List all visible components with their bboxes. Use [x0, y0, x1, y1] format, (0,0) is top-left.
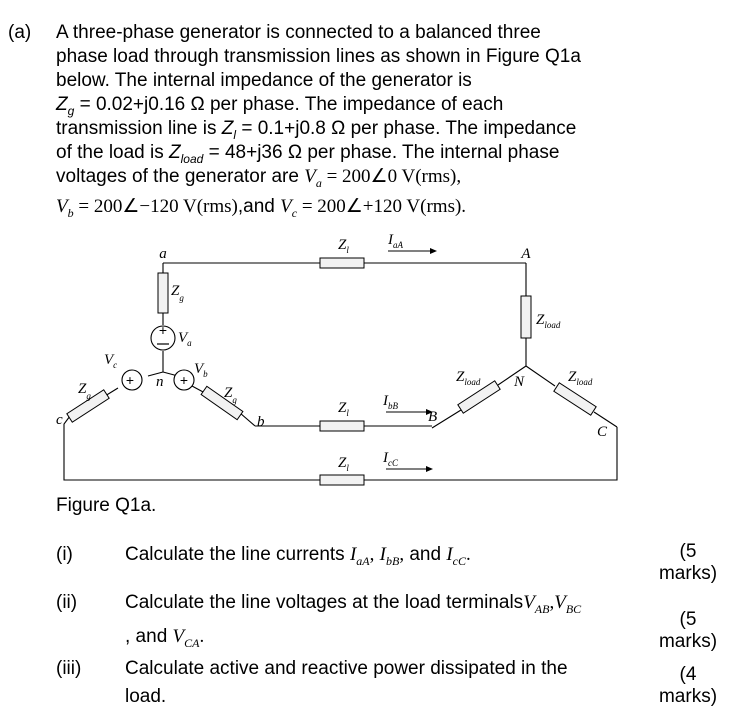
q1-marks-open: (5	[679, 541, 697, 562]
zload-sub: load	[180, 151, 204, 166]
zg-sub: g	[67, 103, 75, 118]
label-zl-a: $Z_l$	[338, 237, 349, 255]
vc-sub: c	[291, 205, 298, 220]
label-vc: $V_c$	[104, 352, 118, 370]
arrow-icC-icon	[426, 466, 433, 472]
va-value: = 200∠0 V(rms),	[321, 166, 462, 187]
vb-symbol: V	[56, 196, 68, 217]
label-vb: $V_b$	[194, 361, 208, 379]
q2-sub-ab: AB	[534, 601, 550, 616]
label-va: $V_a$	[178, 330, 192, 348]
q1-i-cC: I	[446, 544, 453, 565]
q1-comma-1: ,	[369, 544, 375, 565]
q2-sub-ca: CA	[184, 635, 200, 650]
q1-sub-aA: aA	[356, 553, 370, 568]
q2-sub-bc: BC	[565, 601, 582, 616]
question-2-text	[125, 591, 581, 621]
label-zl-c: $Z_l$	[338, 455, 349, 473]
label-zl-b: $Z_l$	[338, 400, 349, 418]
node-b: b	[257, 414, 265, 430]
zg-a-resistor	[158, 273, 168, 313]
question-3-text-cont: load.	[125, 686, 167, 707]
node-n: n	[156, 374, 164, 390]
q1-dot: .	[466, 544, 471, 565]
question-3-text: Calculate active and reactive power dissipated in the	[125, 658, 568, 679]
q2-marks-open: (5	[679, 609, 697, 630]
line6-text-a: of the load is	[56, 142, 170, 163]
zload-C-resistor	[554, 383, 596, 415]
q2-dot: .	[199, 626, 205, 647]
zl-line-c-resistor	[320, 475, 364, 485]
figure-caption: Figure Q1a.	[56, 495, 157, 516]
line6-text-b: = 48+j36 Ω per phase. The internal phase	[203, 142, 560, 163]
para-line-2: phase load through transmission lines as shown in Figure Q1a	[56, 46, 581, 67]
q1-i-bB: I	[379, 544, 386, 565]
label-zg-b: $Z_g$	[224, 385, 237, 405]
q2-v-ab: V	[523, 592, 535, 613]
q2-marks-close: marks)	[658, 631, 718, 652]
zl-line-a-resistor	[320, 258, 364, 268]
q2-text: Calculate the line voltages at the load terminals	[125, 592, 524, 613]
question-2-num: (ii)	[56, 592, 78, 613]
plus-c: +	[125, 372, 135, 388]
node-A: A	[521, 246, 531, 262]
label-zg-c: $Z_g$	[78, 381, 91, 401]
q1-marks-close: marks)	[658, 563, 718, 584]
q1-sub-bB: bB	[385, 553, 400, 568]
q1-text: Calculate the line currents	[125, 544, 350, 565]
q1-and: and	[409, 544, 442, 565]
q1-i-aA: I	[349, 544, 357, 565]
para-line-1: A three-phase generator is connected to a balanced three	[56, 22, 541, 43]
vb-value: = 200∠−120 V(rms)	[73, 196, 238, 217]
arrow-iaA-icon	[430, 248, 437, 254]
zload-A-resistor	[521, 296, 531, 338]
label-zload-C: $Z_{load}$	[568, 369, 593, 387]
para-line-3: below. The internal impedance of the generator is	[56, 70, 472, 91]
question-1-text	[125, 543, 471, 573]
question-2-marks	[648, 609, 728, 653]
line5-text-a: transmission line is	[56, 118, 222, 139]
label-zload-A: $Z_{load}$	[536, 312, 561, 330]
vc-value: = 200∠+120 V(rms).	[297, 196, 467, 217]
question-1-num: (i)	[56, 544, 73, 565]
node-B: B	[428, 409, 438, 425]
label-icC: $I_{cC}$	[383, 450, 398, 468]
q2-v-ca: V	[172, 626, 185, 647]
q2-text-b: , and	[125, 626, 173, 647]
q2-v-bc: V	[554, 592, 566, 613]
zg-symbol: Z	[56, 94, 68, 115]
question-3-marks	[648, 664, 728, 708]
q1-sub-cC: cC	[452, 553, 467, 568]
va-symbol: V	[304, 166, 316, 187]
plus-a: +	[158, 322, 168, 338]
plus-b: +	[179, 372, 189, 388]
va-sub: a	[315, 175, 322, 190]
zg-text: = 0.02+j0.16 Ω per phase. The impedance of each	[74, 94, 504, 115]
label-ibB: $I_{bB}$	[383, 393, 398, 411]
part-label: (a)	[8, 22, 32, 43]
q1-comma-2: ,	[399, 544, 405, 565]
vc-symbol: V	[280, 196, 292, 217]
label-iaA: $I_{aA}$	[388, 232, 403, 250]
question-2-text-cont	[125, 625, 204, 655]
and-text: ,and	[237, 196, 281, 217]
zl-symbol: Z	[221, 118, 234, 139]
question-1-marks	[648, 541, 728, 585]
q2-comma: ,	[549, 592, 555, 613]
q3-marks-close: marks)	[658, 686, 718, 707]
zload-symbol: Z	[169, 142, 181, 163]
zl-line-b-resistor	[320, 421, 364, 431]
line7-text-a: voltages of the generator are	[56, 166, 305, 187]
label-zload-B: $Z_{load}$	[456, 369, 481, 387]
q3-marks-open: (4	[679, 664, 697, 685]
label-zg-a: $Z_g$	[171, 283, 184, 303]
line5-text-b: = 0.1+j0.8 Ω per phase. The impedance	[236, 118, 577, 139]
node-N: N	[514, 374, 525, 390]
node-C: C	[597, 424, 608, 440]
vb-sub: b	[67, 205, 74, 220]
node-c: c	[56, 412, 63, 428]
question-3-num: (iii)	[56, 658, 82, 679]
zl-sub: l	[233, 127, 237, 142]
node-a: a	[159, 246, 167, 262]
